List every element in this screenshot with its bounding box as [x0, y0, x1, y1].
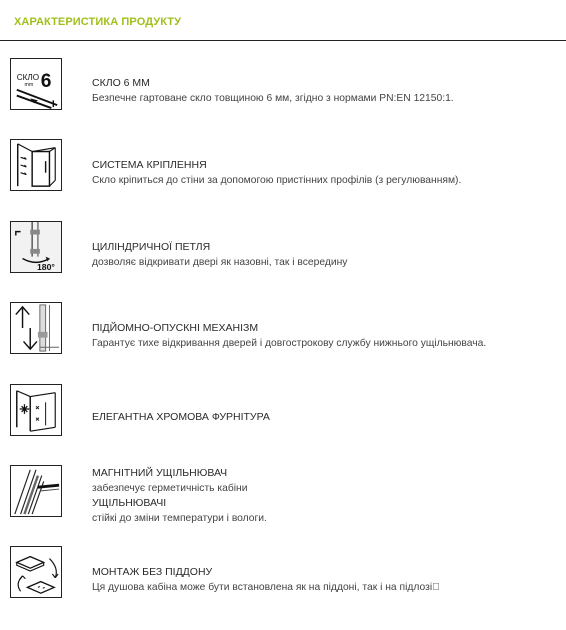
feature-title: ЦИЛІНДРИЧНОЇ ПЕТЛЯ: [92, 241, 211, 253]
lift-lower-icon: [10, 302, 62, 354]
feature-subdescription: стійкі до зміни температури і вологи.: [92, 513, 267, 524]
feature-title: СКЛО 6 ММ: [92, 77, 150, 89]
magnetic-seal-icon: [10, 465, 62, 517]
glass-number-text: 6: [40, 70, 52, 92]
chrome-fittings-icon: [10, 384, 62, 436]
feature-title: ПІДЙОМНО-ОПУСКНІ МЕХАНІЗМ: [92, 322, 259, 334]
feature-description: Безпечне гартоване скло товщиною 6 мм, згідно з нормами PN:EN 12150:1.: [92, 93, 454, 104]
feature-subtitle: УЩІЛЬНЮВАЧІ: [92, 497, 167, 509]
glass-unit-text: mm: [24, 81, 34, 88]
section-header: ХАРАКТЕРИСТИКА ПРОДУКТУ: [14, 16, 182, 28]
glass-label-text: СКЛО: [16, 73, 40, 83]
feature-title: МОНТАЖ БЕЗ ПІДДОНУ: [92, 566, 213, 578]
mounting-system-icon: [10, 139, 62, 191]
feature-description: Гарантує тихе відкривання дверей і довгострокову службу нижнього ущільнювача.: [92, 338, 487, 349]
feature-description: Ця душова кабіна може бути встановлена як на піддоні, так і на підлозі􀀀: [92, 582, 440, 593]
header-divider: [0, 40, 566, 41]
feature-title: СИСТЕМА КРІПЛЕННЯ: [92, 159, 207, 171]
feature-description: Скло кріпиться до стіни за допомогою пристінних профілів (з регулюванням).: [92, 175, 462, 186]
no-tray-install-icon: [10, 546, 62, 598]
feature-description: забезпечує герметичність кабіни: [92, 483, 248, 494]
hinge-angle-text: 180°: [36, 262, 55, 272]
feature-title: МАГНІТНИЙ УЩІЛЬНЮВАЧ: [92, 467, 228, 479]
cylindrical-hinge-icon: [10, 221, 62, 273]
feature-title: ЕЛЕГАНТНА ХРОМОВА ФУРНІТУРА: [92, 411, 270, 423]
glass-6mm-icon: [10, 58, 62, 110]
feature-description: дозволяє відкривати двері як назовні, так і всередину: [92, 257, 348, 268]
